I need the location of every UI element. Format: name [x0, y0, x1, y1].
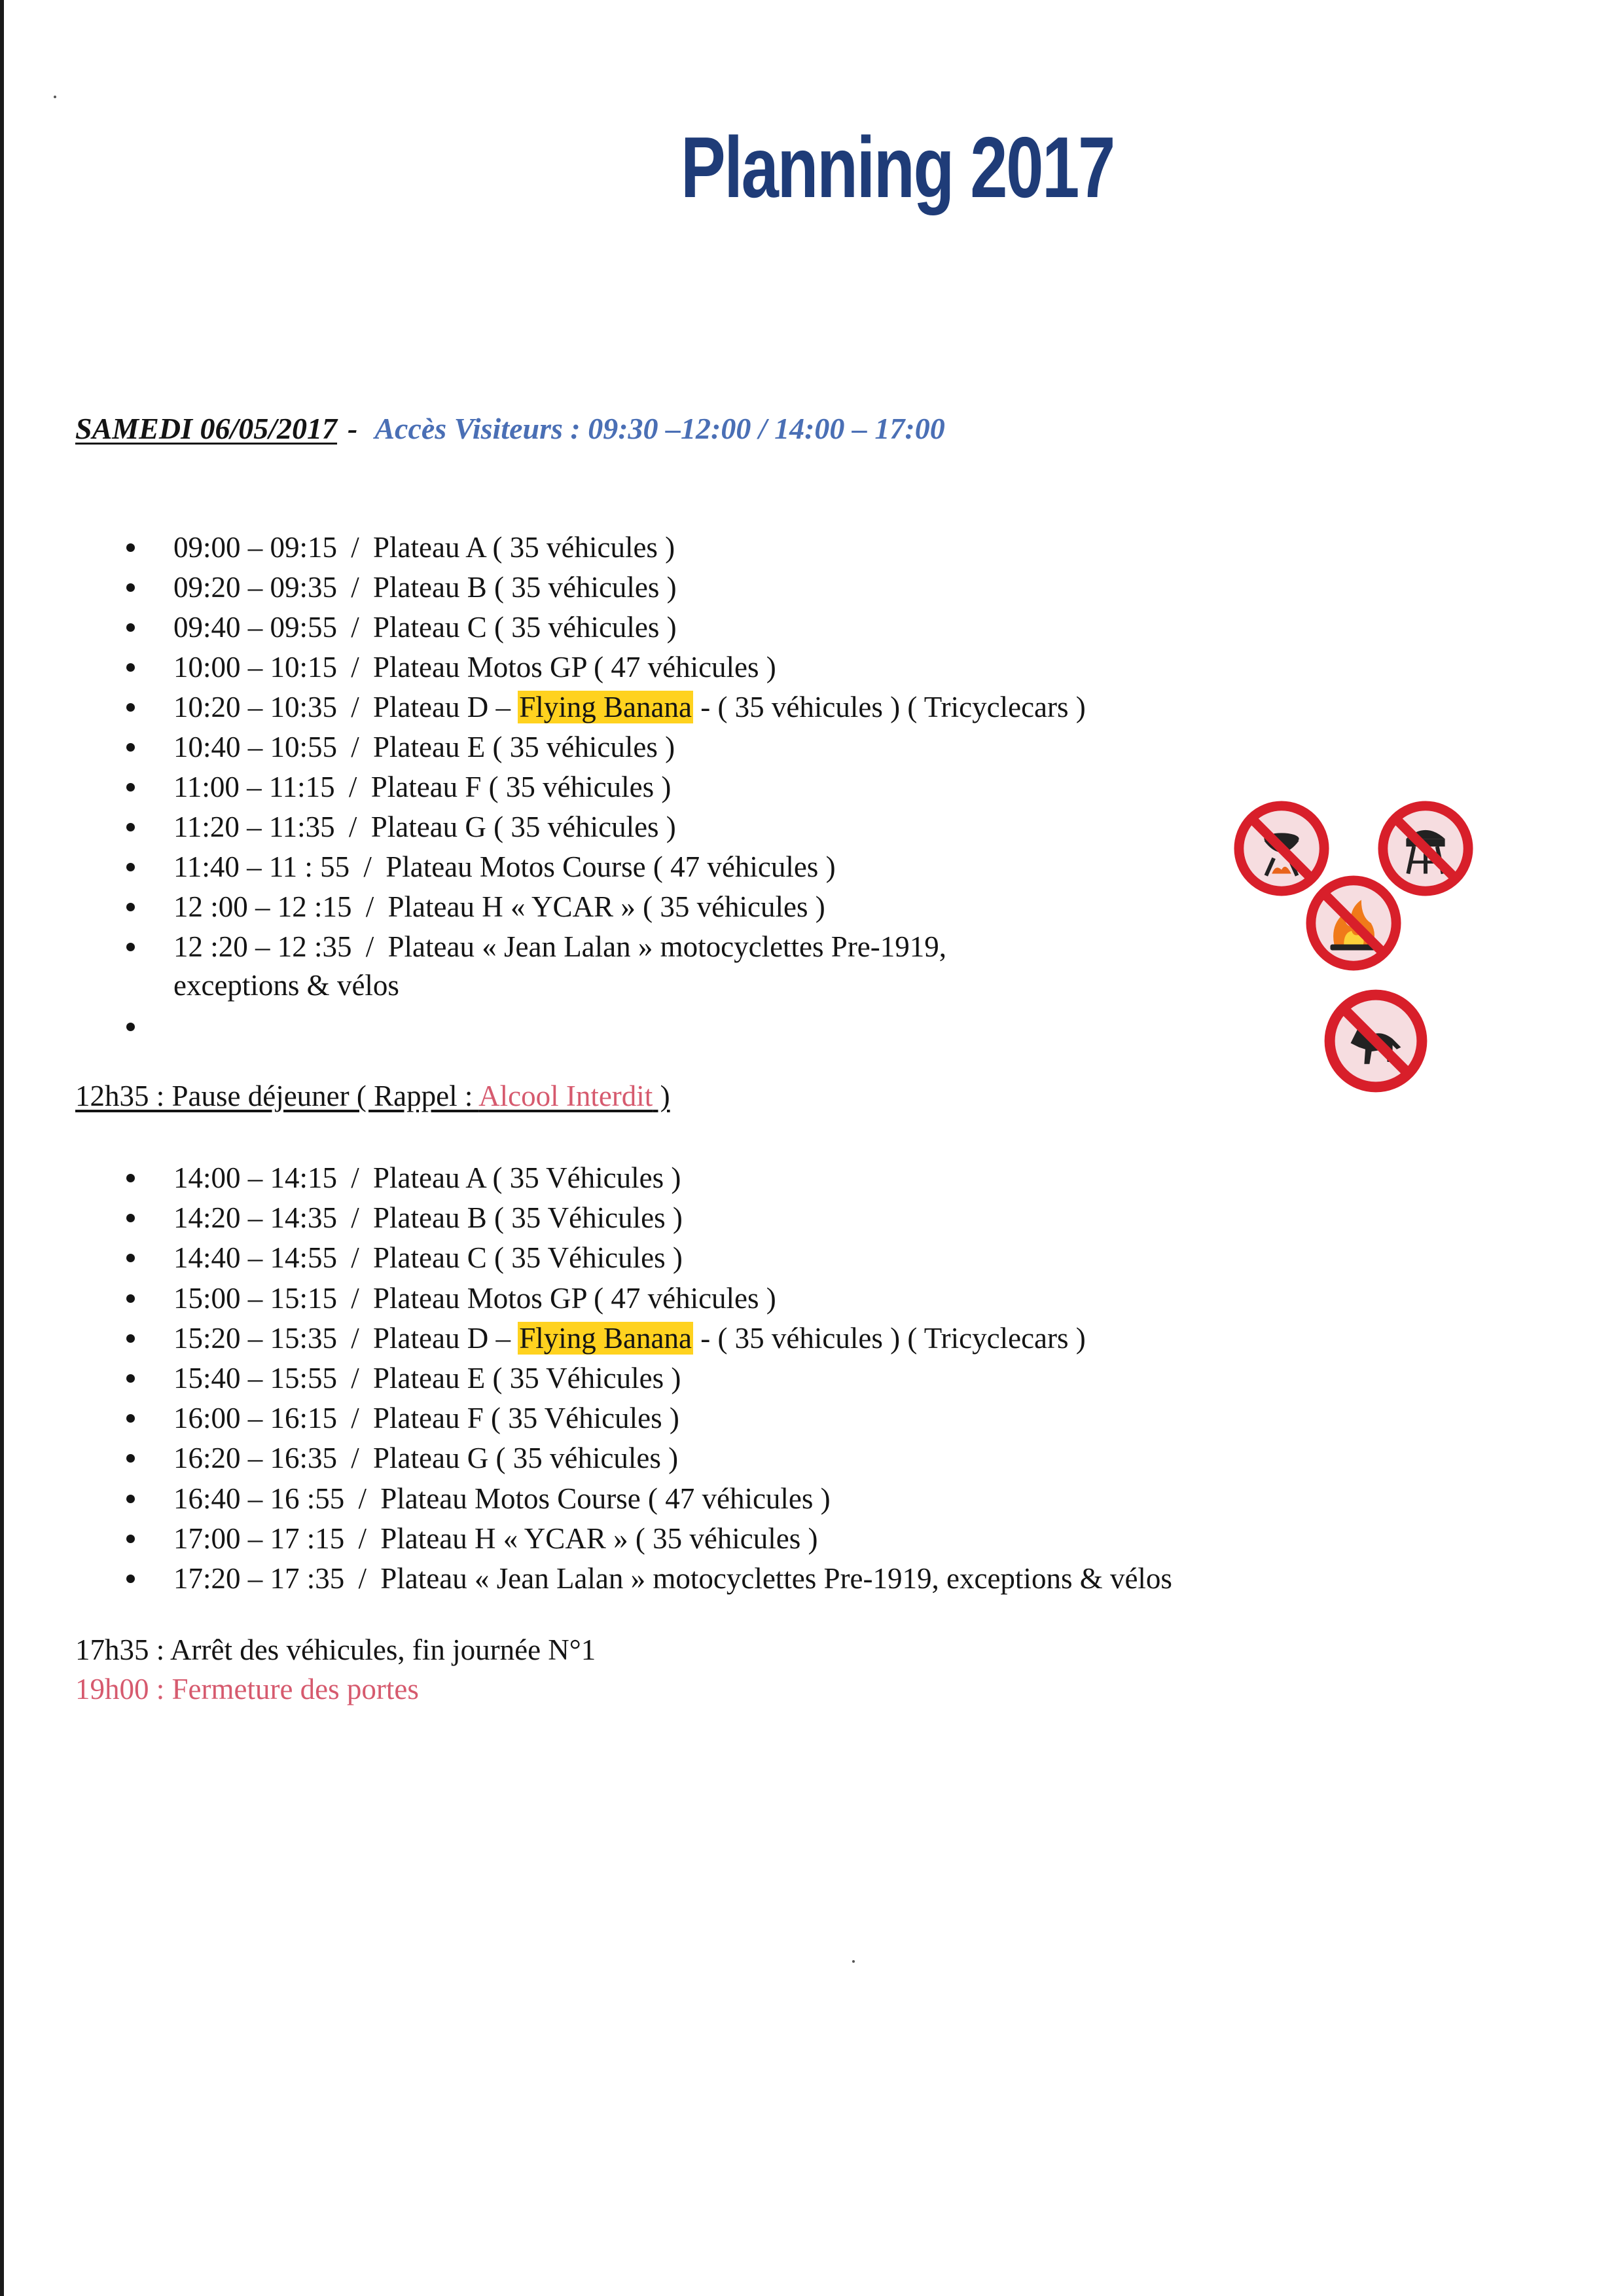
slot-divider: /	[344, 1321, 367, 1355]
schedule-row	[173, 1479, 831, 1518]
lunch-break-text: 12h35 : Pause déjeuner ( Rappel :	[75, 1080, 479, 1112]
schedule-row	[173, 1559, 1172, 1598]
slot-divider: /	[344, 1161, 367, 1194]
slot-time: 10:20 – 10:35	[173, 691, 338, 723]
slot-description: Plateau E ( 35 Véhicules )	[373, 1362, 681, 1394]
slot-divider: /	[351, 1562, 374, 1595]
slot-description: Plateau Motos GP ( 47 véhicules )	[373, 1281, 776, 1315]
header-separator: -	[348, 412, 358, 445]
slot-divider: /	[344, 651, 367, 683]
scan-speck	[852, 1960, 855, 1963]
slot-divider: /	[341, 811, 365, 843]
slot-divider: /	[344, 571, 367, 604]
schedule-row	[173, 647, 776, 687]
slot-divider: /	[351, 1522, 374, 1555]
closing-note: 19h00 : Fermeture des portes	[75, 1673, 419, 1705]
schedule-row	[173, 528, 675, 567]
slot-divider: /	[351, 1482, 374, 1515]
no-fire-icon	[1305, 875, 1402, 972]
slot-description: Plateau H « YCAR » ( 35 véhicules )	[380, 1522, 818, 1555]
slot-description: Plateau A ( 35 Véhicules )	[373, 1161, 681, 1194]
end-of-day-note: 17h35 : Arrêt des véhicules, fin journée N°1	[75, 1633, 596, 1666]
schedule-row	[173, 927, 946, 966]
schedule-row	[173, 568, 677, 607]
slot-time: 14:20 – 14:35	[173, 1201, 338, 1235]
slot-divider: /	[358, 890, 382, 923]
slot-time: 14:00 – 14:15	[173, 1161, 338, 1194]
day-header	[75, 411, 945, 446]
slot-description: Plateau B ( 35 véhicules )	[373, 571, 677, 604]
schedule-row-continuation: exceptions & vélos	[173, 969, 399, 1002]
schedule-row	[173, 1319, 1086, 1358]
alcohol-warning: Alcool Interdit	[478, 1080, 653, 1112]
slot-time: 10:00 – 10:15	[173, 651, 338, 683]
slot-time: 16:40 – 16 :55	[173, 1482, 345, 1515]
scan-speck	[54, 96, 56, 98]
slot-divider: /	[344, 1362, 367, 1394]
slot-description-after: - ( 35 véhicules ) ( Tricyclecars )	[692, 691, 1086, 723]
scan-edge	[0, 0, 4, 2296]
lunch-break	[75, 1079, 670, 1113]
slot-divider: /	[344, 731, 367, 763]
slot-description: Plateau F ( 35 Véhicules )	[373, 1402, 679, 1435]
lunch-break-end: )	[653, 1080, 670, 1112]
slot-divider: /	[356, 850, 380, 883]
slot-time: 11:40 – 11 : 55	[173, 850, 350, 883]
slot-time: 15:00 – 15:15	[173, 1281, 338, 1315]
slot-description: Plateau G ( 35 véhicules )	[370, 811, 676, 843]
schedule-row	[173, 1238, 683, 1277]
schedule-row	[173, 1158, 681, 1197]
schedule-row	[173, 687, 1086, 727]
slot-time: 09:40 – 09:55	[173, 611, 338, 644]
no-dogs-icon	[1323, 989, 1428, 1093]
slot-description: Plateau E ( 35 véhicules )	[373, 731, 675, 763]
slot-description: Plateau Motos GP ( 47 véhicules )	[373, 651, 776, 683]
slot-time: 15:20 – 15:35	[173, 1321, 338, 1355]
slot-divider: /	[344, 691, 367, 723]
slot-description: Plateau D –	[373, 691, 511, 723]
slot-divider: /	[344, 1442, 367, 1475]
slot-time: 16:20 – 16:35	[173, 1442, 338, 1475]
slot-description: Plateau G ( 35 véhicules )	[373, 1442, 679, 1475]
slot-description: Plateau Motos Course ( 47 véhicules )	[380, 1482, 831, 1515]
slot-description: Plateau Motos Course ( 47 véhicules )	[386, 850, 836, 883]
slot-time: 14:40 – 14:55	[173, 1241, 338, 1275]
slot-divider: /	[344, 611, 367, 644]
day-label: SAMEDI 06/05/2017	[75, 412, 338, 445]
highlighted-plateau-name: Flying Banana	[519, 691, 692, 723]
slot-description: Plateau A ( 35 véhicules )	[373, 531, 675, 564]
schedule-row	[173, 727, 675, 767]
slot-description: Plateau F ( 35 véhicules )	[370, 771, 672, 803]
schedule-row	[173, 1198, 683, 1237]
schedule-row	[173, 1438, 678, 1478]
visitor-access-hours: Accès Visiteurs : 09:30 –12:00 / 14:00 – 17:00	[374, 412, 945, 445]
schedule-row	[173, 847, 836, 886]
highlighted-plateau-name: Flying Banana	[519, 1321, 692, 1355]
slot-time: 10:40 – 10:55	[173, 731, 338, 763]
schedule-row	[173, 767, 671, 807]
slot-time: 11:00 – 11:15	[173, 771, 335, 803]
slot-description: Plateau « Jean Lalan » motocyclettes Pre-1919, exceptions & vélos	[380, 1562, 1172, 1595]
slot-divider: /	[344, 1281, 367, 1315]
schedule-row	[173, 1358, 681, 1398]
schedule-row	[173, 1519, 818, 1558]
slot-description: Plateau C ( 35 véhicules )	[373, 611, 677, 644]
slot-time: 16:00 – 16:15	[173, 1402, 338, 1435]
slot-divider: /	[344, 1201, 367, 1235]
slot-description: Plateau H « YCAR » ( 35 véhicules )	[387, 890, 825, 923]
schedule-row	[173, 807, 676, 847]
slot-time: 12 :20 – 12 :35	[173, 930, 352, 963]
slot-time: 17:00 – 17 :15	[173, 1522, 345, 1555]
slot-description-after: - ( 35 véhicules ) ( Tricyclecars )	[692, 1321, 1086, 1355]
slot-divider: /	[344, 531, 367, 564]
schedule-row	[173, 887, 825, 926]
page-title: Planning 2017	[681, 119, 1114, 215]
slot-time: 11:20 – 11:35	[173, 811, 335, 843]
slot-description: Plateau « Jean Lalan » motocyclettes Pre-1919,	[387, 930, 947, 963]
slot-divider: /	[358, 930, 382, 963]
schedule-row	[173, 1398, 679, 1438]
slot-time: 12 :00 – 12 :15	[173, 890, 352, 923]
slot-time: 15:40 – 15:55	[173, 1362, 338, 1394]
slot-time: 09:20 – 09:35	[173, 571, 338, 604]
slot-time: 09:00 – 09:15	[173, 531, 338, 564]
slot-description: Plateau C ( 35 Véhicules )	[373, 1241, 683, 1275]
slot-time: 17:20 – 17 :35	[173, 1562, 345, 1595]
slot-divider: /	[344, 1241, 367, 1275]
schedule-row	[173, 608, 677, 647]
slot-divider: /	[341, 771, 365, 803]
slot-description: Plateau B ( 35 Véhicules )	[373, 1201, 683, 1235]
schedule-row	[173, 1279, 776, 1318]
slot-description: Plateau D –	[373, 1321, 511, 1355]
slot-divider: /	[344, 1402, 367, 1435]
